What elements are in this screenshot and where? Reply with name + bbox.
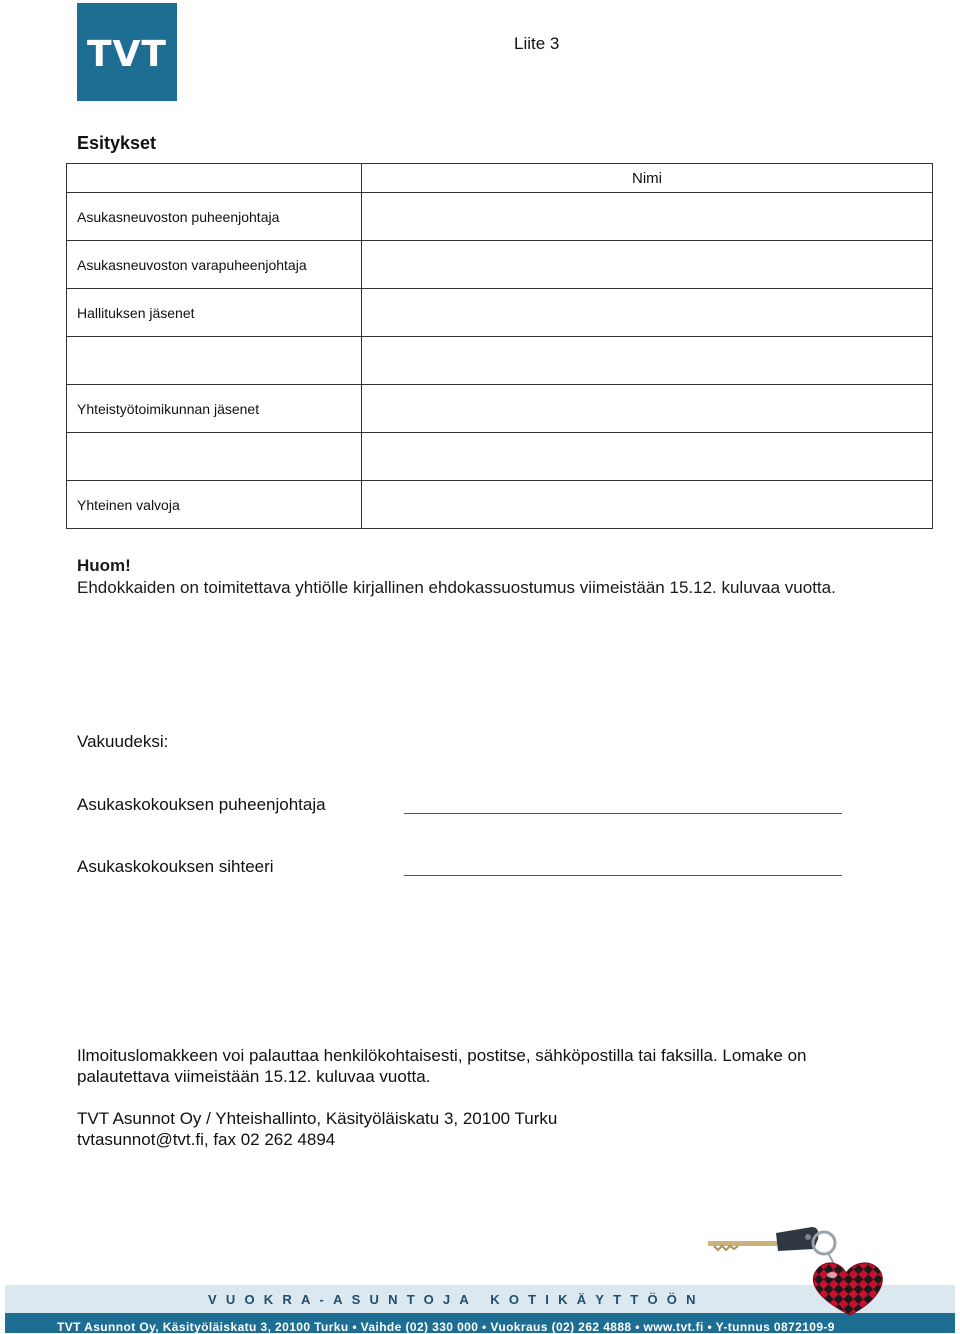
secretary-signature-line[interactable] bbox=[404, 875, 842, 876]
table-row bbox=[67, 433, 933, 481]
role-label: Hallituksen jäsenet bbox=[67, 289, 362, 337]
contact-address: TVT Asunnot Oy / Yhteishallinto, Käsityöläiskatu 3, 20100 Turku bbox=[77, 1109, 558, 1128]
table-row bbox=[67, 481, 933, 529]
name-field[interactable] bbox=[362, 481, 933, 529]
role-label: Yhteinen valvoja bbox=[67, 481, 362, 529]
table-row bbox=[67, 385, 933, 433]
note-block bbox=[77, 555, 877, 599]
contact-email-fax: tvtasunnot@tvt.fi, fax 02 262 4894 bbox=[77, 1130, 336, 1149]
chair-signature-label: Asukaskokouksen puheenjohtaja bbox=[77, 795, 326, 814]
table-row bbox=[67, 193, 933, 241]
name-header: Nimi bbox=[362, 164, 933, 193]
return-instructions: Ilmoituslomakkeen voi palauttaa henkilökohtaisesti, postitse, sähköpostilla tai faksilla. Lomake on palautettava viimeistään 15.12. kuluvaa vuotta. bbox=[77, 1046, 807, 1086]
role-label: Asukasneuvoston puheenjohtaja bbox=[67, 193, 362, 241]
table-header-row bbox=[67, 164, 933, 193]
footer-address: TVT Asunnot Oy, Käsityöläiskatu 3, 20100 Turku • Vaihde (02) 330 000 • Vuokraus (02) 262 4888 • www.tvt.fi • Y-tunnus 0872109-9 bbox=[57, 1320, 835, 1334]
name-field[interactable] bbox=[362, 337, 933, 385]
name-field[interactable] bbox=[362, 241, 933, 289]
role-label: Yhteistyötoimikunnan jäsenet bbox=[67, 385, 362, 433]
table-row bbox=[67, 241, 933, 289]
section-title: Esitykset bbox=[77, 133, 157, 153]
name-field[interactable] bbox=[362, 433, 933, 481]
confirmation-label: Vakuudeksi: bbox=[77, 732, 169, 751]
role-label bbox=[67, 337, 362, 385]
table-row bbox=[67, 337, 933, 385]
name-field[interactable] bbox=[362, 385, 933, 433]
role-label: Asukasneuvoston varapuheenjohtaja bbox=[67, 241, 362, 289]
contact-info bbox=[77, 1108, 897, 1150]
nominations-table bbox=[66, 163, 933, 529]
chair-signature-line[interactable] bbox=[404, 813, 842, 814]
name-field[interactable] bbox=[362, 193, 933, 241]
logo-text: TVT bbox=[87, 34, 167, 75]
role-header-cell bbox=[67, 164, 362, 193]
note-heading: Huom! bbox=[77, 556, 131, 575]
attachment-label: Liite 3 bbox=[514, 34, 560, 53]
name-field[interactable] bbox=[362, 289, 933, 337]
role-label bbox=[67, 433, 362, 481]
company-logo bbox=[77, 3, 177, 101]
keys-with-heart-keychain-icon bbox=[700, 1215, 900, 1321]
note-text: Ehdokkaiden on toimitettava yhtiölle kirjallinen ehdokassuostumus viimeistään 15.12. kuluvaa vuotta. bbox=[77, 578, 836, 597]
secretary-signature-label: Asukaskokouksen sihteeri bbox=[77, 857, 274, 876]
footer-slogan: VUOKRA-ASUNTOJA KOTIKÄYTTÖÖN bbox=[208, 1292, 705, 1307]
table-row bbox=[67, 289, 933, 337]
